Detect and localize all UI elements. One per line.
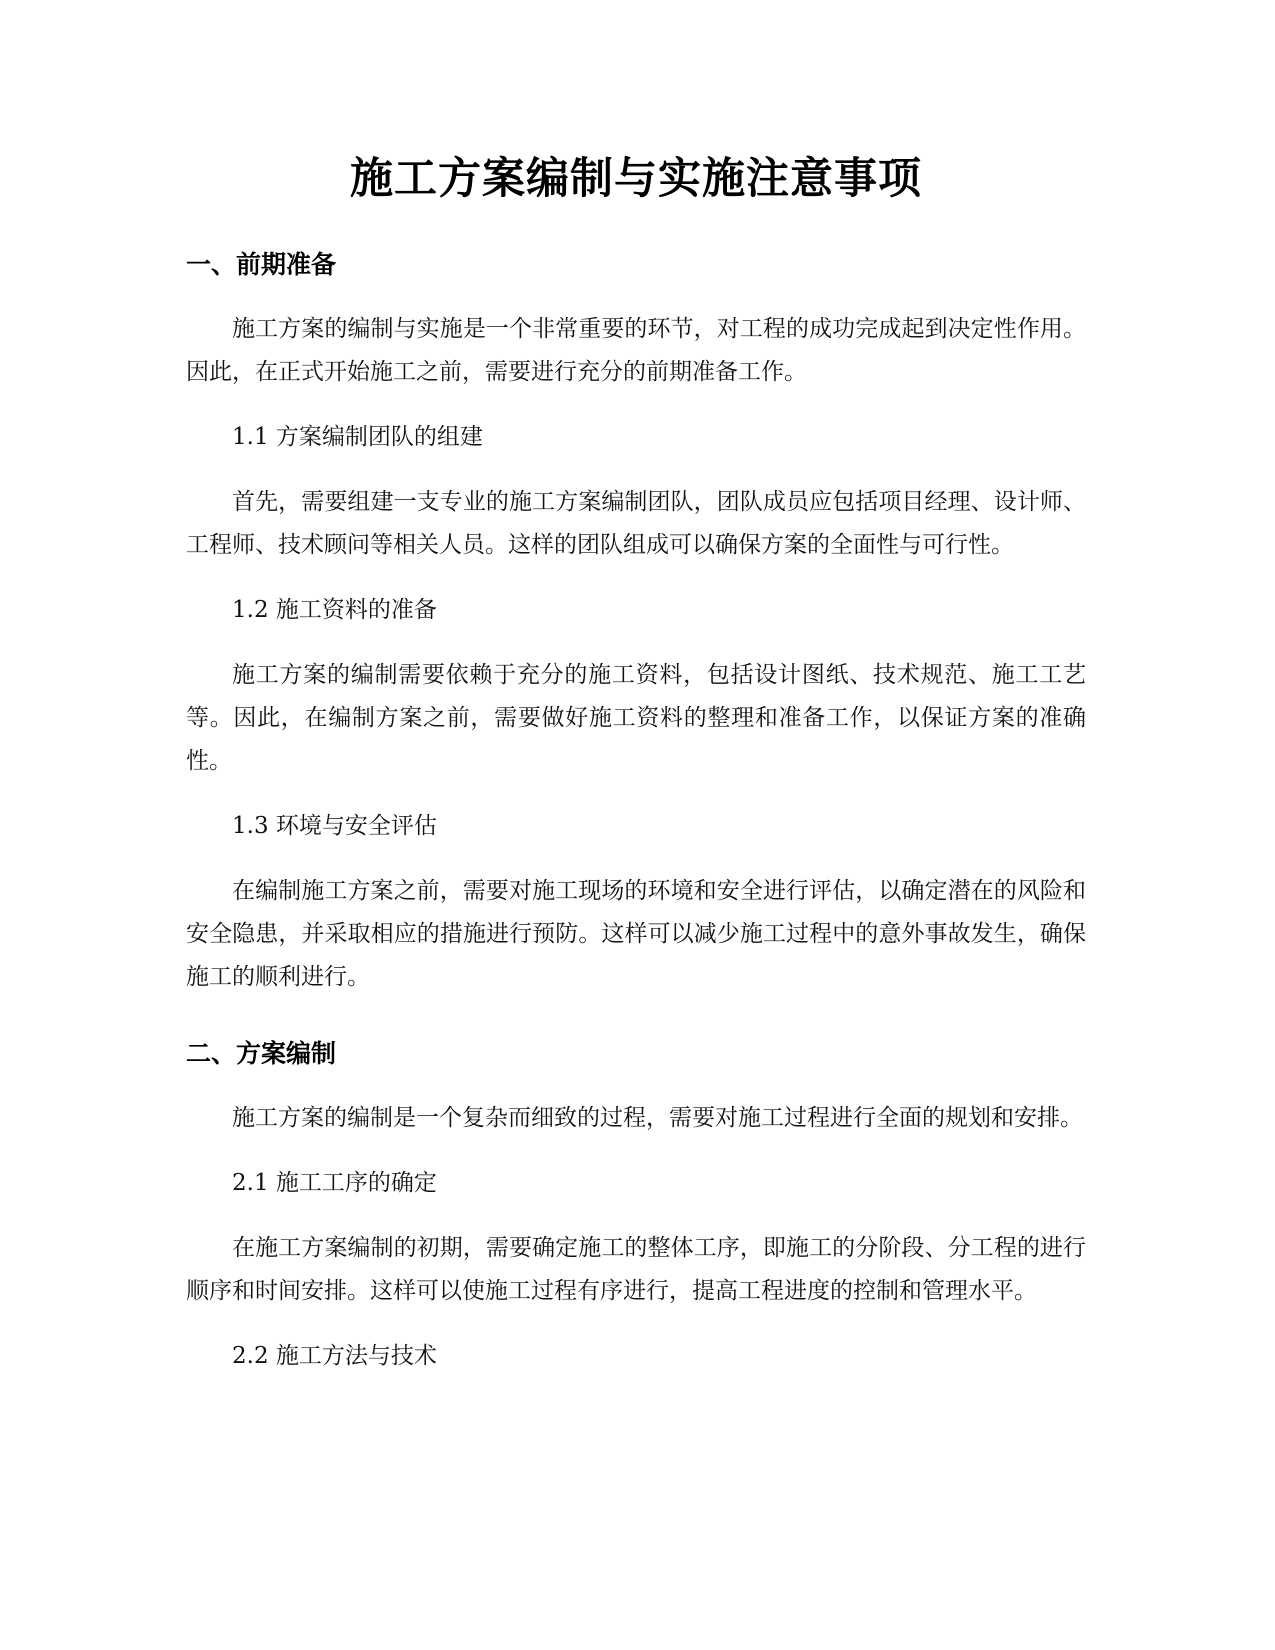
subsection-body: 首先，需要组建一支专业的施工方案编制团队，团队成员应包括项目经理、设计师、工程师、技术顾问等相关人员。这样的团队组成可以确保方案的全面性与可行性。 (186, 489, 1086, 558)
subsection-heading-materials: 1.2 施工资料的准备 (232, 597, 437, 623)
subsection-heading-team: 1.1 方案编制团队的组建 (232, 424, 483, 450)
subsection-body: 施工方案的编制需要依赖于充分的施工资料，包括设计图纸、技术规范、施工工艺等。因此，在编制方案之前，需要做好施工资料的整理和准备工作，以保证方案的准确性。 (186, 662, 1086, 774)
subsection-heading-sequence: 2.1 施工工序的确定 (232, 1170, 437, 1196)
section-heading-preparation: 一、前期准备 (186, 250, 337, 279)
section-intro: 施工方案的编制是一个复杂而细致的过程，需要对施工过程进行全面的规划和安排。 (232, 1105, 1083, 1131)
subsection-body: 在施工方案编制的初期，需要确定施工的整体工序，即施工的分阶段、分工程的进行顺序和时间安排。这样可以使施工过程有序进行，提高工程进度的控制和管理水平。 (186, 1235, 1086, 1304)
subsection-heading-methods: 2.2 施工方法与技术 (232, 1343, 437, 1369)
document-title: 施工方案编制与实施注意事项 (350, 154, 922, 204)
subsection-heading-safety: 1.3 环境与安全评估 (232, 813, 437, 839)
subsection-body: 在编制施工方案之前，需要对施工现场的环境和安全进行评估，以确定潜在的风险和安全隐患，并采取相应的措施进行预防。这样可以减少施工过程中的意外事故发生，确保施工的顺利进行。 (186, 878, 1086, 990)
section-heading-planning: 二、方案编制 (186, 1039, 337, 1068)
section-intro: 施工方案的编制与实施是一个非常重要的环节，对工程的成功完成起到决定性作用。因此，在正式开始施工之前，需要进行充分的前期准备工作。 (186, 316, 1086, 385)
document-page (186, 148, 1086, 1378)
